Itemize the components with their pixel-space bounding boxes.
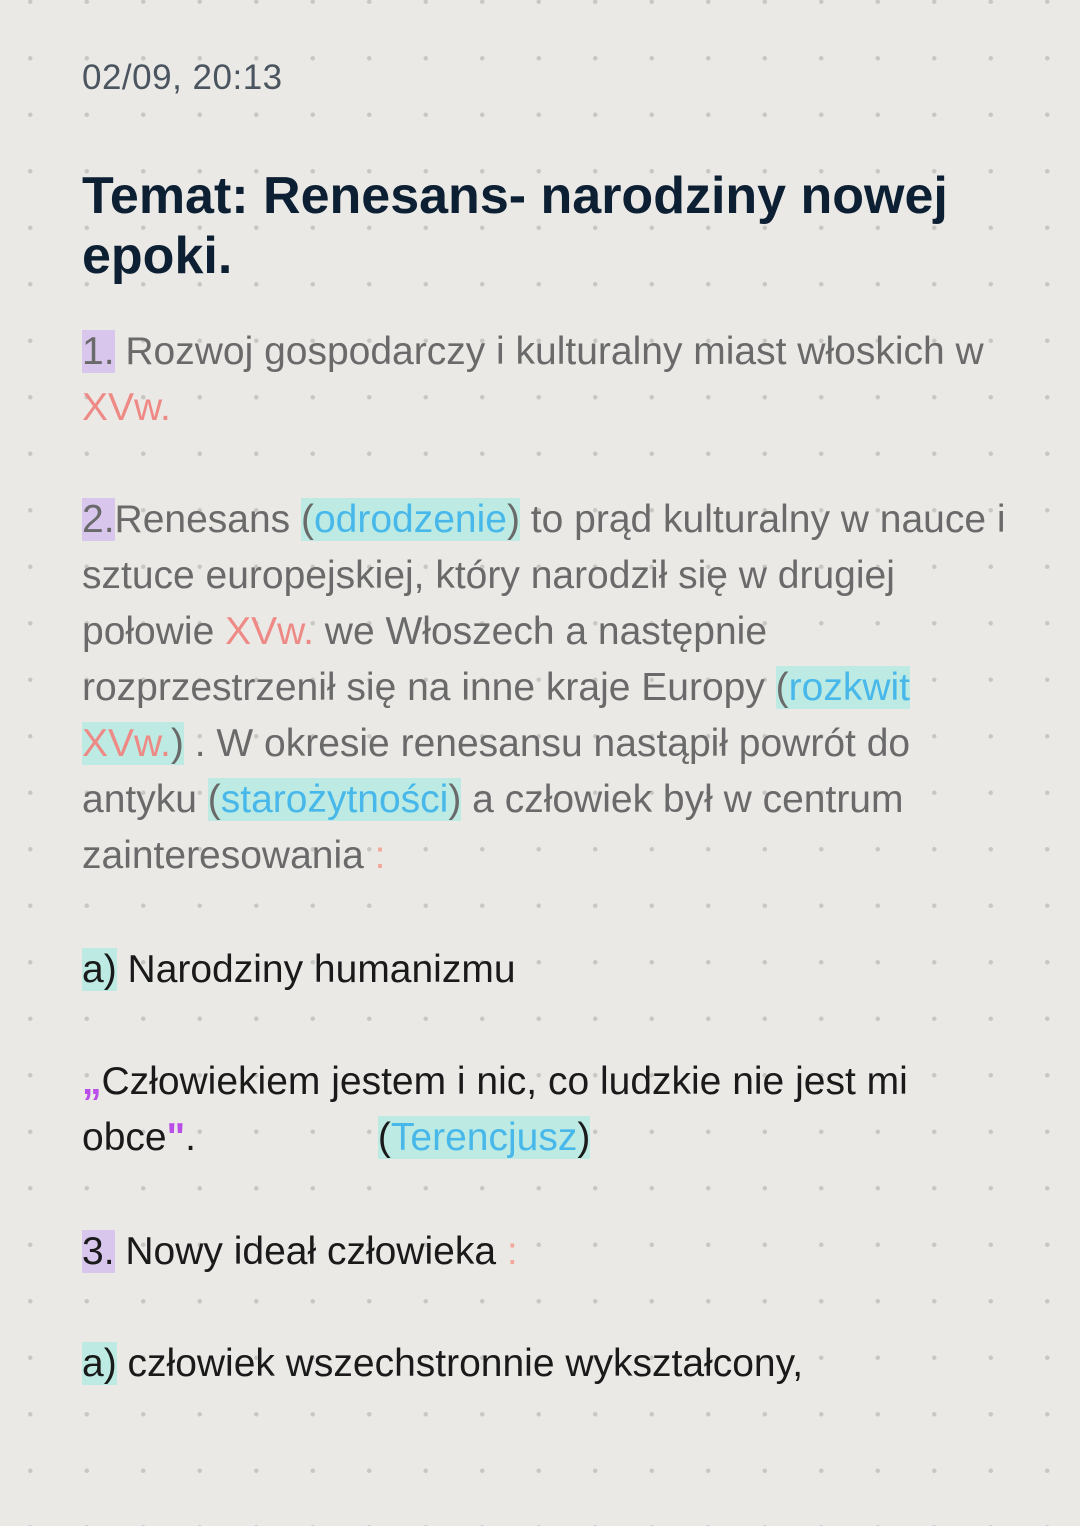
sub-point-text: człowiek wszechstronnie wykształcony, [116, 1342, 804, 1385]
point-1-text: Rozwoj gospodarczy i kulturalny miast włoskich w [114, 330, 984, 373]
point-3-number: 3. [82, 1230, 115, 1273]
paren-open: ( [300, 498, 314, 541]
quote-author [378, 1116, 590, 1159]
quote-text: Człowiekiem jestem i nic, co ludzkie nie jest mi obce [82, 1060, 908, 1159]
quote [82, 1054, 1012, 1166]
paren-open: ( [775, 666, 789, 709]
point-2-text-4: . W okresie renesansu nastąpił powrót do antyku [82, 722, 911, 821]
paren-close: ) [170, 722, 184, 765]
paren-close: ) [448, 778, 462, 821]
quote-open-mark: „ [82, 1060, 102, 1103]
sub-point-a-educated [82, 1336, 1012, 1392]
sub-point-label: a) [82, 1342, 117, 1385]
paren-open: ( [207, 778, 221, 821]
point-2-text-2: to prąd kulturalny w nauce i sztuce europejskiej, który narodził się w drugiej połowie [82, 498, 1006, 653]
point-2-text-1: Renesans [114, 498, 301, 541]
paren-open: ( [377, 1116, 391, 1159]
page-title: Temat: Renesans- narodziny nowej epoki. [82, 167, 948, 285]
term-rozkwit-label: rozkwit [788, 666, 911, 709]
point-3-text: Nowy ideał człowieka [114, 1230, 507, 1273]
point-2-century-1: XVw. [225, 610, 314, 653]
point-1-century: XVw. [82, 386, 171, 429]
point-2-colon: : [374, 834, 386, 877]
point-2-text-5: a człowiek był w centrum zainteresowania [82, 778, 904, 877]
point-3 [82, 1224, 1012, 1280]
point-2-text-3: we Włoszech a następnie rozprzestrzenił się na inne kraje Europy [82, 610, 776, 709]
point-2 [82, 492, 1012, 884]
sub-point-label: a) [82, 948, 117, 991]
term-odrodzenie [301, 498, 520, 541]
sub-point-text: Narodziny humanizmu [116, 948, 516, 991]
quote-after: . [185, 1116, 196, 1159]
point-1-number: 1. [82, 330, 115, 373]
point-2-century-2: XVw. [82, 722, 171, 765]
term-starozytnosci-label: starożytności [220, 778, 449, 821]
term-starozytnosci [208, 778, 462, 821]
quote-author-name: Terencjusz [390, 1116, 578, 1159]
quote-close-mark: " [166, 1116, 186, 1159]
term-odrodzenie-label: odrodzenie [313, 498, 507, 541]
point-3-colon: : [506, 1230, 518, 1273]
paren-close: ) [577, 1116, 591, 1159]
point-2-number: 2. [82, 498, 115, 541]
paren-close: ) [506, 498, 520, 541]
sub-point-a-humanism [82, 942, 1012, 998]
point-1 [82, 324, 1012, 436]
timestamp: 02/09, 20:13 [82, 58, 283, 97]
